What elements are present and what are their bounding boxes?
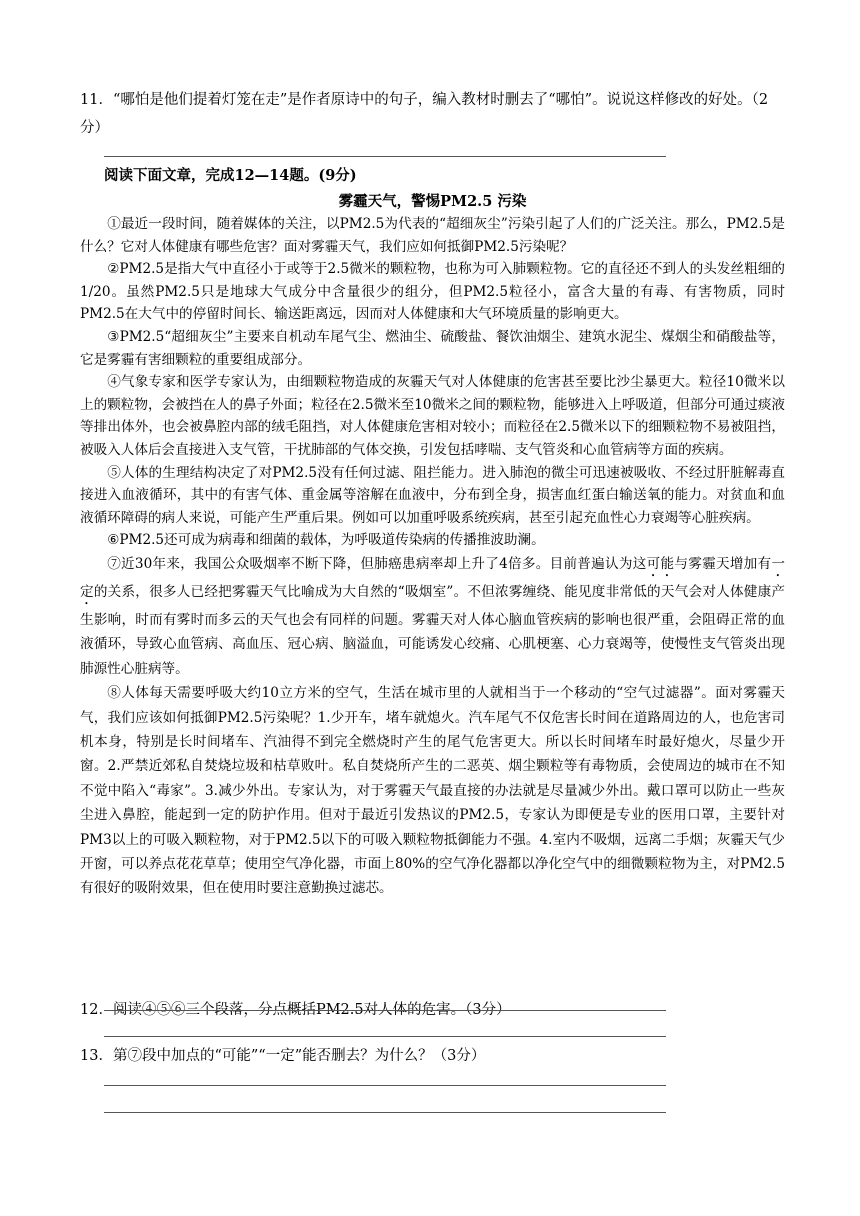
paragraph-3: ③PM2.5“超细灰尘”主要来自机动车尾气尘、燃油尘、硫酸盐、餐饮油烟尘、建筑水泥尘、煤烟尘和硝酸盐等，它是雾霾有害细颗粒的重要组成部分。: [80, 328, 785, 368]
answer-line[interactable]: [104, 1085, 666, 1086]
paragraph-7-text: 的关系，很多人已经把雾霾天气比喻成为大自然的“吸烟室”。不但浓雾缠绕、能见度非常低的天气会对人体健康产生影响，时而有雾时而多云的天气也会有同样的问题。雾霾天对人体心脑血管疾病的影响也很严重，会阻碍正常的血液循环，导致心血管病、高血压、冠心病、脑溢血，可能诱发心绞痛、心肌梗塞、心力衰竭等，使慢性支气管炎出现肺源性心脏病等。: [80, 583, 785, 677]
question-11: 11．“哪怕是他们提着灯笼在走”是作者原诗中的句子，编入教材时删去了“哪怕”。说说这样修改的好处。（2分）: [80, 92, 769, 136]
paragraph-4: ④气象专家和医学专家认为，由细颗粒物造成的灰霾天气对人体健康的危害甚至要比沙尘暴更大。粒径10微米以上的颗粒物，会被挡在人的鼻子外面；粒径在2.5微米至10微米之间的颗粒物，能够进入上呼吸道，但部分可通过痰液等排出体外，也会被鼻腔内部的绒毛阻挡，对人体健康危害相对较小；而粒径在2.5微米以下的细颗粒物不易被阻挡，被吸入人体后会直接进入支气管，干扰肺部的气体交换，引发包括哮喘、支气管炎和心血管病等方面的疾病。: [80, 374, 786, 458]
paragraph-7-text: ⑦近30年来，我国公众吸烟率不断下降，但肺癌患病率却上升了4倍多。目前普遍认为这: [107, 555, 647, 572]
question-12: 12．阅读④⑤⑥三个段落，分点概括PM2.5对人体的危害。（3分）: [80, 1002, 511, 1018]
reading-section-intro: 阅读下面文章，完成12—14题。(9分): [104, 167, 357, 184]
answer-line[interactable]: [104, 1010, 666, 1011]
paragraph-6: ⑥PM2.5还可成为病毒和细菌的载体，为呼吸道传染病的传播推波助澜。: [107, 532, 545, 549]
paragraph-7-text: 与雾霾天增加有: [674, 555, 772, 572]
article-title: 雾霾天气，警惕PM2.5 污染: [338, 193, 527, 210]
dotted-word-keneng: 可能: [646, 555, 675, 572]
paragraph-8: ⑧人体每天需要呼吸大约10立方米的空气，生活在城市里的人就相当于一个移动的“空气过滤器”。面对雾霾天气，我们应该如何抵御PM2.5污染呢？1.少开车，堵车就熄火。汽车尾气不仅危害长时间在道路周边的人，也危害司机本身，特别是长时间堵车、汽油得不到完全燃烧时产生的尾气危害更大。所以长时间堵车时最好熄火，尽量少开窗。2.严禁近郊私自焚烧垃圾和枯草败叶。私自焚烧所产生的二恶英、烟尘颗粒等有毒物质，会使周边的城市在不知不觉中陷入“毒家”。3.减少外出。专家认为，对于雾霾天气最直接的办法就是尽量减少外出。戴口罩可以防止一些灰尘进入鼻腔，能起到一定的防护作用。但对于最近引发热议的PM2.5，专家认为即便是专业的医用口罩，主要针对PM3以上的可吸入颗粒物，对于PM2.5以下的可吸入颗粒物抵御能力不强。4.室内不吸烟，远离二手烟；灰霾天气少开窗，可以养点花花草草；使用空气净化器，市面上80%的空气净化器都以净化空气中的细微颗粒物为主，对PM2.5有很好的吸附效果，但在使用时要注意勤换过滤芯。: [80, 685, 785, 897]
answer-line[interactable]: [104, 1036, 666, 1037]
article-body: [80, 213, 785, 901]
answer-line[interactable]: [104, 1112, 666, 1113]
answer-line[interactable]: [104, 156, 666, 157]
question-13: 13．第⑦段中加点的“可能”“一定”能否删去？为什么？（3分）: [80, 1048, 486, 1064]
paragraph-5: ⑤人体的生理结构决定了对PM2.5没有任何过滤、阻拦能力。进入肺泡的微尘可迅速被吸收、不经过肝脏解毒直接进入血液循环，其中的有害气体、重金属等溶解在血液中，分布到全身，损害血红蛋白输送氧的能力。对贫血和血液循环障碍的病人来说，可能产生严重后果。例如可以加重呼吸系统疾病，甚至引起充血性心力衰竭等心脏疾病。: [80, 464, 785, 526]
paragraph-1: ①最近一段时间，随着媒体的关注，以PM2.5为代表的“超细灰尘”污染引起了人们的广泛关注。那么，PM2.5是什么？它对人体健康有哪些危害？面对雾霾天气，我们应如何抵御PM2.5污染呢？: [80, 216, 785, 255]
paragraph-2: ②PM2.5是指大气中直径小于或等于2.5微米的颗粒物，也称为可入肺颗粒物。它的直径还不到人的头发丝粗细的1/20。虽然PM2.5只是地球大气成分中含量很少的组分，但PM2.5粒径小，富含大量的有毒、有害物质，同时PM2.5在大气中的停留时间长、输送距离远，因而对人体健康和大气环境质量的影响更大。: [80, 261, 785, 323]
paragraph-7: [80, 552, 785, 681]
dotted-word-yiding: 一定: [80, 555, 785, 600]
